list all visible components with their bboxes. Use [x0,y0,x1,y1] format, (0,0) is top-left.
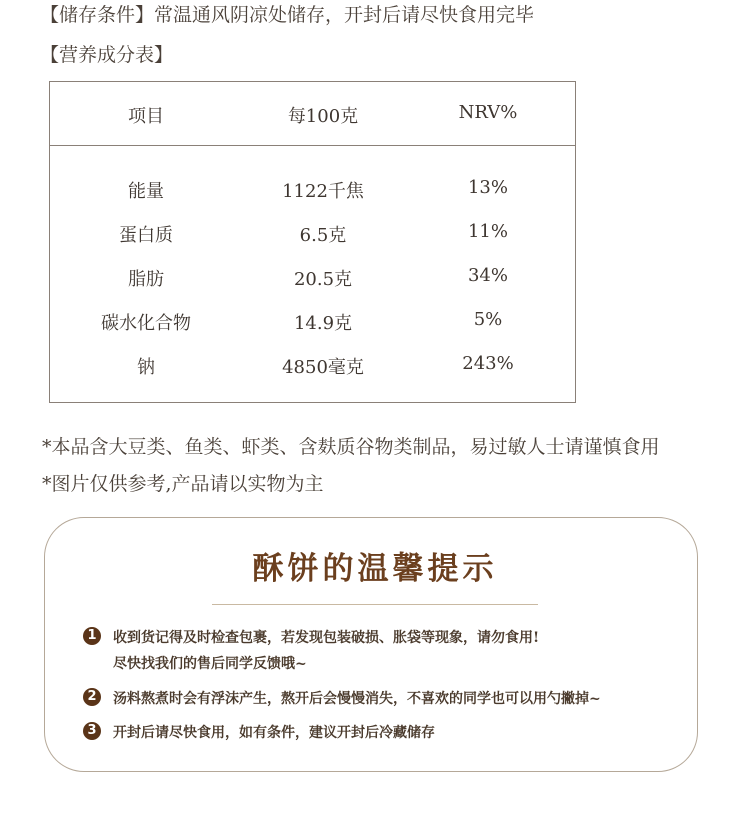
header-per100g: 每100克 [287,106,359,127]
nutrient-amount: 20.5克 [293,269,353,290]
nutrient-name: 能量 [128,181,164,202]
number-3-icon: 3 [83,722,101,740]
tips-divider [212,604,538,605]
table-header-divider [49,145,576,146]
header-item: 项目 [128,106,164,127]
nutrient-name: 钠 [137,357,155,378]
nutrient-nrv: 13% [467,177,508,198]
nutrient-nrv: 34% [467,265,508,286]
image-note: *图片仅供参考,产品请以实物为主 [42,473,324,495]
tips-title: 酥饼的温馨提示 [252,551,498,587]
nutrient-amount: 1122千焦 [282,181,364,202]
nutrient-nrv: 5% [473,309,503,330]
number-1-icon: 1 [83,627,101,645]
header-nrv: NRV% [458,102,518,123]
nutrient-nrv: 243% [462,353,514,374]
nutrient-name: 蛋白质 [119,225,173,246]
tip-3-line-1: 开封后请尽快食用，如有条件，建议开封后冷藏储存 [113,725,435,741]
nutrient-amount: 4850毫克 [282,357,364,378]
tip-1-line-1: 收到货记得及时检查包裹，若发现包装破损、胀袋等现象，请勿食用! [113,630,540,646]
tip-2-line-1: 汤料熬煮时会有浮沫产生，熬开后会慢慢消失，不喜欢的同学也可以用勺撇掉~ [113,691,601,707]
nutrition-title: 【营养成分表】 [40,44,174,66]
nutrient-amount: 6.5克 [299,225,347,246]
allergen-note: *本品含大豆类、鱼类、虾类、含麸质谷物类制品，易过敏人士请谨慎食用 [42,436,660,458]
nutrient-name: 脂肪 [128,269,164,290]
number-2-icon: 2 [83,688,101,706]
tip-1-line-2: 尽快找我们的售后同学反馈哦~ [113,656,307,672]
storage-conditions: 【储存条件】常温通风阴凉处储存，开封后请尽快食用完毕 [40,4,535,26]
nutrient-nrv: 11% [467,221,508,242]
nutrient-amount: 14.9克 [293,313,353,334]
nutrient-name: 碳水化合物 [101,313,191,334]
